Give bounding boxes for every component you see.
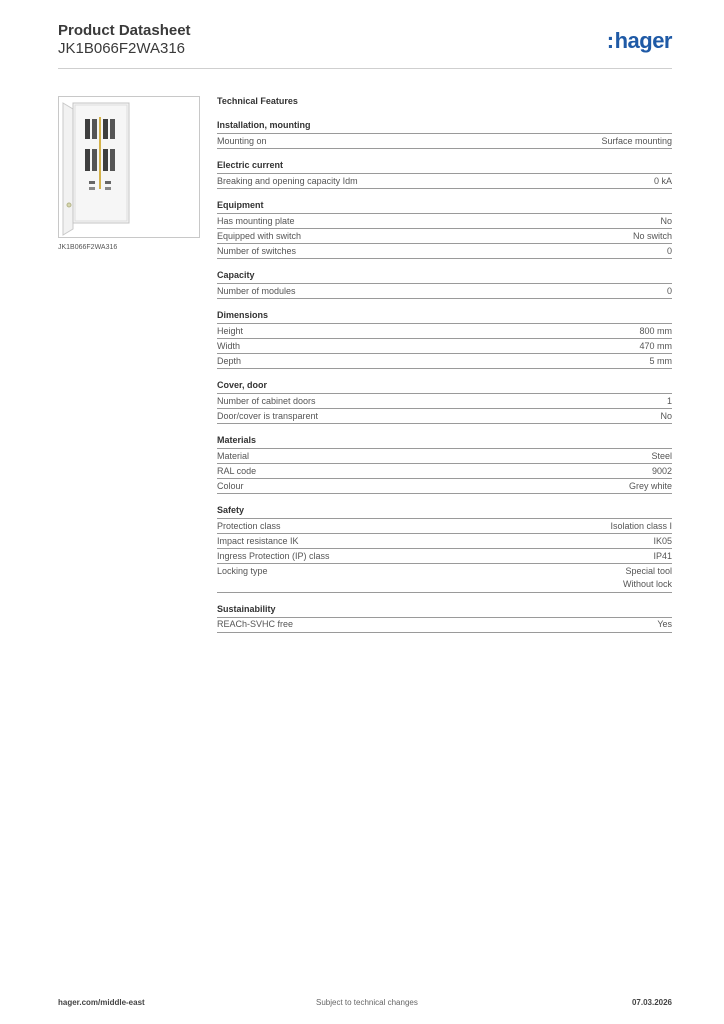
feature-row <box>217 394 672 409</box>
feature-value: 0 <box>666 245 672 256</box>
feature-value: Special tool Without lock <box>622 565 672 589</box>
feature-value: Grey white <box>628 480 672 491</box>
feature-value: Yes <box>657 619 672 629</box>
feature-section <box>217 309 672 369</box>
technical-features-heading: Technical Features <box>217 96 298 106</box>
page-title: Product Datasheet <box>58 22 191 39</box>
feature-label: Number of cabinet doors <box>217 395 316 406</box>
feature-value: IK05 <box>653 535 672 546</box>
footer-notice: Subject to technical changes <box>316 998 418 1007</box>
feature-label: Has mounting plate <box>217 215 295 226</box>
feature-label: Colour <box>217 480 244 491</box>
technical-features <box>217 94 672 643</box>
feature-value: 1 <box>666 395 672 406</box>
feature-label: REACh-SVHC free <box>217 619 294 629</box>
feature-label: Door/cover is transparent <box>217 410 319 421</box>
section-title: Dimensions <box>217 309 672 324</box>
feature-sections <box>217 119 672 633</box>
feature-value: No <box>660 215 672 226</box>
feature-label: Ingress Protection (IP) class <box>217 550 330 561</box>
feature-value: 800 mm <box>639 325 672 336</box>
feature-value: Isolation class I <box>610 520 672 531</box>
feature-row <box>217 409 672 424</box>
feature-row <box>217 339 672 354</box>
feature-label: Protection class <box>217 520 281 531</box>
distribution-cabinet-icon <box>59 97 199 237</box>
feature-row <box>217 284 672 299</box>
feature-row <box>217 244 672 259</box>
feature-label: Height <box>217 325 244 336</box>
feature-row <box>217 479 672 494</box>
feature-row <box>217 134 672 149</box>
feature-row <box>217 174 672 189</box>
feature-row <box>217 324 672 339</box>
feature-row <box>217 534 672 549</box>
feature-value: No switch <box>632 230 672 241</box>
page-header <box>58 22 191 58</box>
feature-value: 470 mm <box>639 340 672 351</box>
footer-date: 07.03.2026 <box>631 998 672 1007</box>
feature-section <box>217 379 672 424</box>
section-title: Electric current <box>217 159 672 174</box>
feature-label: Depth <box>217 355 242 366</box>
feature-row <box>217 549 672 564</box>
feature-section <box>217 199 672 259</box>
feature-row <box>217 449 672 464</box>
feature-label: Number of switches <box>217 245 297 256</box>
product-image <box>58 96 200 238</box>
section-title: Cover, door <box>217 379 672 394</box>
feature-row <box>217 354 672 369</box>
logo-text: hager <box>614 28 672 53</box>
product-image-caption: JK1B066F2WA316 <box>58 244 118 251</box>
feature-label: Material <box>217 450 250 461</box>
feature-value: 0 kA <box>653 175 672 186</box>
feature-row <box>217 464 672 479</box>
feature-value: 0 <box>666 285 672 296</box>
feature-row <box>217 618 672 633</box>
feature-label: RAL code <box>217 465 257 476</box>
feature-section <box>217 504 672 593</box>
feature-value: 9002 <box>651 465 672 476</box>
header-divider <box>58 68 672 69</box>
feature-section <box>217 269 672 299</box>
feature-row <box>217 214 672 229</box>
feature-row <box>217 519 672 534</box>
section-title: Capacity <box>217 269 672 284</box>
feature-section <box>217 434 672 494</box>
feature-value: IP41 <box>653 550 672 561</box>
section-title: Safety <box>217 504 672 519</box>
feature-value: Surface mounting <box>601 135 672 146</box>
section-title: Sustainability <box>217 603 672 618</box>
feature-label: Equipped with switch <box>217 230 302 241</box>
hager-logo[interactable] <box>607 28 672 54</box>
feature-section <box>217 603 672 633</box>
section-title: Installation, mounting <box>217 119 672 134</box>
logo-colon-mark: : <box>606 28 614 53</box>
feature-label: Breaking and opening capacity Idm <box>217 175 358 186</box>
feature-label: Width <box>217 340 241 351</box>
feature-row <box>217 229 672 244</box>
feature-label: Impact resistance IK <box>217 535 299 546</box>
product-reference: JK1B066F2WA316 <box>58 40 186 57</box>
feature-label: Locking type <box>217 565 268 576</box>
section-title: Materials <box>217 434 672 449</box>
feature-label: Number of modules <box>217 285 296 296</box>
feature-value: No <box>660 410 672 421</box>
feature-row <box>217 564 672 593</box>
feature-section <box>217 119 672 149</box>
feature-label: Mounting on <box>217 135 267 146</box>
section-title: Equipment <box>217 199 672 214</box>
feature-value: 5 mm <box>649 355 672 366</box>
feature-value: Steel <box>651 450 672 461</box>
footer-website-link[interactable]: hager.com/middle-east <box>58 998 145 1007</box>
feature-section <box>217 159 672 189</box>
